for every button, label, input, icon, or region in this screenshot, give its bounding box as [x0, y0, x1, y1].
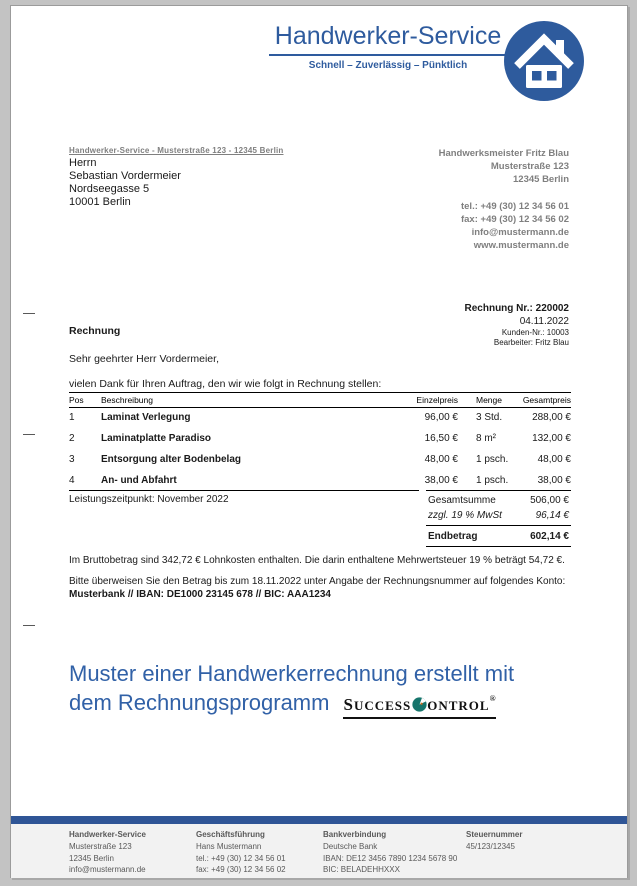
table-row	[69, 408, 571, 429]
items-table	[69, 392, 571, 492]
company-logo	[503, 20, 585, 102]
subtotal-value: 506,00 €	[530, 495, 569, 506]
footer-line: 45/123/12345	[466, 841, 515, 851]
footer-column-title: Handwerker-Service	[69, 830, 146, 839]
col-header-desc: Beschreibung	[101, 395, 153, 405]
footer-line: info@mustermann.de	[69, 865, 146, 875]
item-unit-price: 38,00 €	[424, 475, 458, 486]
bank-details: Musterbank // IBAN: DE1000 23145 678 // BIC: AAA1234	[69, 588, 331, 600]
subtotal-row	[428, 493, 569, 508]
footer-line: tel.: +49 (30) 12 34 56 01	[196, 853, 286, 863]
footer-column-title: Geschäftsführung	[196, 830, 265, 839]
footer-tax-column	[466, 829, 522, 853]
subtotal-label: Gesamtsumme	[428, 495, 496, 506]
contact-website: www.mustermann.de	[473, 240, 569, 251]
item-description: Laminat Verlegung	[101, 412, 191, 423]
invoice-date: 04.11.2022	[519, 316, 569, 327]
footer-line: 12345 Berlin	[69, 853, 114, 863]
item-pos: 4	[69, 475, 75, 486]
item-total: 288,00 €	[532, 412, 571, 423]
fold-mark	[23, 434, 35, 435]
promo-line-1: Muster einer Handwerkerrechnung erstellt mit	[69, 661, 515, 686]
totals-box	[426, 490, 571, 547]
recipient-address	[69, 157, 181, 209]
vat-value: 96,14 €	[535, 510, 569, 521]
recipient-line: Herrn	[69, 157, 97, 169]
footer-accent-bar	[11, 816, 627, 824]
table-row	[69, 471, 571, 492]
service-period: Leistungszeitpunkt: November 2022	[69, 494, 229, 505]
item-unit-price: 96,00 €	[424, 412, 458, 423]
grand-total-row	[428, 526, 569, 546]
item-pos: 3	[69, 454, 75, 465]
contact-block	[439, 147, 569, 252]
footer-line: Musterstraße 123	[69, 841, 132, 851]
footer-line: Hans Mustermann	[196, 841, 262, 851]
item-total: 48,00 €	[537, 454, 571, 465]
item-description: Laminatplatte Paradiso	[101, 433, 212, 444]
footer-column-title: Steuernummer	[466, 830, 523, 839]
brand-tagline: Schnell – Zuverlässig – Pünktlich	[308, 60, 468, 71]
logo-letters: ONTROL	[427, 698, 490, 713]
logo-letters: UCCESS	[353, 698, 412, 713]
fold-mark	[23, 313, 35, 314]
invoice-page	[10, 5, 628, 878]
footer-company-column	[69, 829, 146, 876]
col-header-pos: Pos	[69, 395, 84, 405]
item-description: An- und Abfahrt	[101, 475, 177, 486]
footer-line: fax: +49 (30) 12 34 56 02	[196, 865, 286, 875]
item-pos: 2	[69, 433, 75, 444]
item-total: 132,00 €	[532, 433, 571, 444]
fold-mark	[23, 625, 35, 626]
sender-line: Handwerker-Service - Musterstraße 123 - 12345 Berlin	[69, 146, 284, 155]
contact-phone: tel.: +49 (30) 12 34 56 01	[460, 201, 569, 212]
payment-note	[69, 576, 579, 601]
item-unit-price: 16,50 €	[424, 433, 458, 444]
footer-line: Deutsche Bank	[323, 841, 378, 851]
item-quantity: 1 psch.	[476, 454, 509, 465]
invoice-meta	[465, 302, 569, 348]
table-row	[69, 429, 571, 450]
footer-line: BIC: BELADEHHXXX	[323, 865, 400, 875]
promo-line-2	[69, 688, 514, 719]
document-title: Rechnung	[69, 325, 121, 337]
contact-line: Musterstraße 123	[490, 161, 569, 172]
footer-management-column	[196, 829, 286, 876]
clerk: Bearbeiter: Fritz Blau	[493, 338, 569, 347]
item-unit-price: 48,00 €	[424, 454, 458, 465]
brand-name: Handwerker-Service	[269, 22, 507, 56]
contact-line: Handwerksmeister Fritz Blau	[438, 148, 569, 159]
col-header-unit: Einzelpreis	[416, 395, 458, 405]
contact-address	[439, 147, 569, 186]
contact-channels	[439, 200, 569, 252]
logo-letter: S	[343, 695, 354, 714]
labor-cost-note: Im Bruttobetrag sind 342,72 € Lohnkosten enthalten. Die darin enthaltene Mehrwertsteuer 19 % beträgt 54,72 €.	[69, 555, 565, 566]
intro-text: vielen Dank für Ihren Auftrag, den wir wie folgt in Rechnung stellen:	[69, 378, 382, 390]
customer-number: Kunden-Nr.: 10003	[501, 328, 569, 337]
contact-email: info@mustermann.de	[471, 227, 569, 238]
vat-row	[428, 508, 569, 523]
item-quantity: 3 Std.	[476, 412, 503, 423]
contact-fax: fax: +49 (30) 12 34 56 02	[460, 214, 569, 225]
footer-line: IBAN: DE12 3456 7890 1234 5678 90	[323, 853, 458, 863]
recipient-line: Sebastian Vordermeier	[69, 170, 181, 182]
item-total: 38,00 €	[537, 475, 571, 486]
table-divider	[69, 490, 419, 491]
table-row	[69, 450, 571, 471]
col-header-qty: Menge	[476, 395, 502, 405]
pie-chart-icon	[412, 697, 427, 712]
footer-bank-column	[323, 829, 457, 876]
table-header	[69, 392, 571, 408]
footer-column-title: Bankverbindung	[323, 830, 387, 839]
registered-mark: ®	[489, 694, 496, 703]
vat-label: zzgl. 19 % MwSt	[428, 510, 502, 521]
promo-text	[69, 659, 514, 719]
grand-total-label: Endbetrag	[428, 530, 478, 542]
successcontrol-logo	[343, 689, 495, 719]
item-quantity: 1 psch.	[476, 475, 509, 486]
item-pos: 1	[69, 412, 75, 423]
col-header-total: Gesamtpreis	[522, 395, 571, 405]
house-icon	[503, 20, 585, 102]
payment-instruction: Bitte überweisen Sie den Betrag bis zum 18.11.2022 unter Angabe der Rechnungsnummer auf folgendes Konto:	[69, 576, 566, 587]
totals-bottom-divider	[426, 546, 571, 547]
item-description: Entsorgung alter Bodenbelag	[101, 454, 242, 465]
recipient-line: 10001 Berlin	[69, 196, 131, 208]
item-quantity: 8 m²	[476, 433, 496, 444]
recipient-line: Nordseegasse 5	[69, 183, 150, 195]
invoice-number: Rechnung Nr.: 220002	[464, 303, 569, 314]
grand-total-value: 602,14 €	[530, 530, 569, 542]
salutation: Sehr geehrter Herr Vordermeier,	[69, 353, 219, 365]
promo-line-2-text: dem Rechnungsprogramm	[69, 690, 330, 715]
contact-line: 12345 Berlin	[513, 174, 569, 185]
